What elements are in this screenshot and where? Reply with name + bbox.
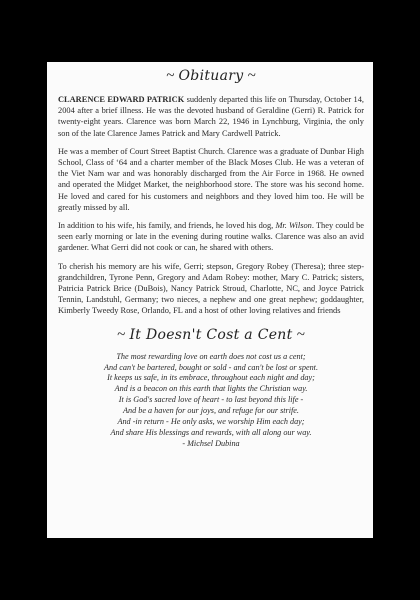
obituary-heading-suffix: ~	[243, 68, 256, 84]
obituary-paragraph-3-before: In addition to his wife, his family, and friends, he loved his dog,	[58, 221, 276, 231]
poem-author: - Michsel Dubina	[182, 438, 240, 448]
poem-heading-prefix: ~	[116, 326, 130, 343]
poem-line: And -in return - He only asks, we worship Him each day;	[117, 417, 305, 427]
obituary-paragraph-1-text: suddenly departed this life on Thursday, October 14, 2004 after a brief illness. He was the devoted husband of Geraldine (Gerri) R. Patrick for twenty-eight years. Clarence was born March 22, 1946 in Lynchburg, Virginia, the only son of the late Clarence James Patrick and Mary Cardwell Patrick.	[58, 95, 364, 138]
poem-heading	[58, 327, 364, 344]
deceased-name: CLARENCE EDWARD PATRICK	[58, 95, 185, 104]
obituary-heading-prefix: ~	[166, 68, 179, 84]
poem-body	[58, 352, 364, 450]
obituary-paragraph-3-after: . They could be seen early morning or late in the evening during routine walks. Clarence was also an avid gardener. What Gerri did not cook or can, he shared with others.	[58, 221, 364, 253]
obituary-paragraph-1	[58, 94, 364, 139]
obituary-heading	[58, 68, 364, 85]
poem-line: And be a haven for our joys, and refuge for our strife.	[123, 406, 299, 416]
poem-heading-title: It Doesn't Cost a Cent	[129, 326, 293, 343]
poem-line: It keeps us safe, in its embrace, throughout each night and day;	[107, 373, 315, 383]
poem-line: And share His blessings and rewards, with all along our way.	[110, 428, 312, 437]
obituary-paragraph-3	[58, 220, 364, 254]
poem-line: The most rewarding love on earth does not cost us a cent;	[116, 351, 306, 361]
program-page	[47, 62, 373, 538]
dog-name: Mr. Wilson	[275, 221, 312, 231]
obituary-paragraph-4: To cherish his memory are his wife, Gerri; stepson, Gregory Robey (Theresa); three step-grandchildren, Tyrone Penn, Gregory and Adam Robey: mother, Mary C. Patrick; sisters, Patricia Patrick Brice (DuBois), Nancy Patrick Stroud, Charlotte, NC, and Joyce Patrick Tennin, Landstuhl, Germany; two nieces, a nephew and one great nephew; goddaughter, Kimberly Tweedy Rose, Orlando, FL and a host of other loving relatives and friends	[58, 261, 364, 316]
poem-line: And is a beacon on this earth that lights the Christian way.	[114, 384, 308, 394]
poem-line: It is God's sacred love of heart - to last beyond this life -	[118, 395, 304, 405]
poem-heading-suffix: ~	[292, 326, 306, 343]
obituary-paragraph-2: He was a member of Court Street Baptist Church. Clarence was a graduate of Dunbar High School, Class of ‘64 and a charter member of the Black Moses Club. He was a veteran of the Viet Nam war and was honorably discharged from the Air Force in 1968. He owned and operated the Midget Market, the neighborhood store. The store was his second home. He loved and cared for his customers and neighbors and they loved him too. He will be greatly missed by all.	[58, 146, 364, 212]
obituary-heading-title: Obituary	[178, 68, 244, 84]
poem-line: And can't be bartered, bought or sold - and can't be lost or spent.	[103, 362, 318, 372]
